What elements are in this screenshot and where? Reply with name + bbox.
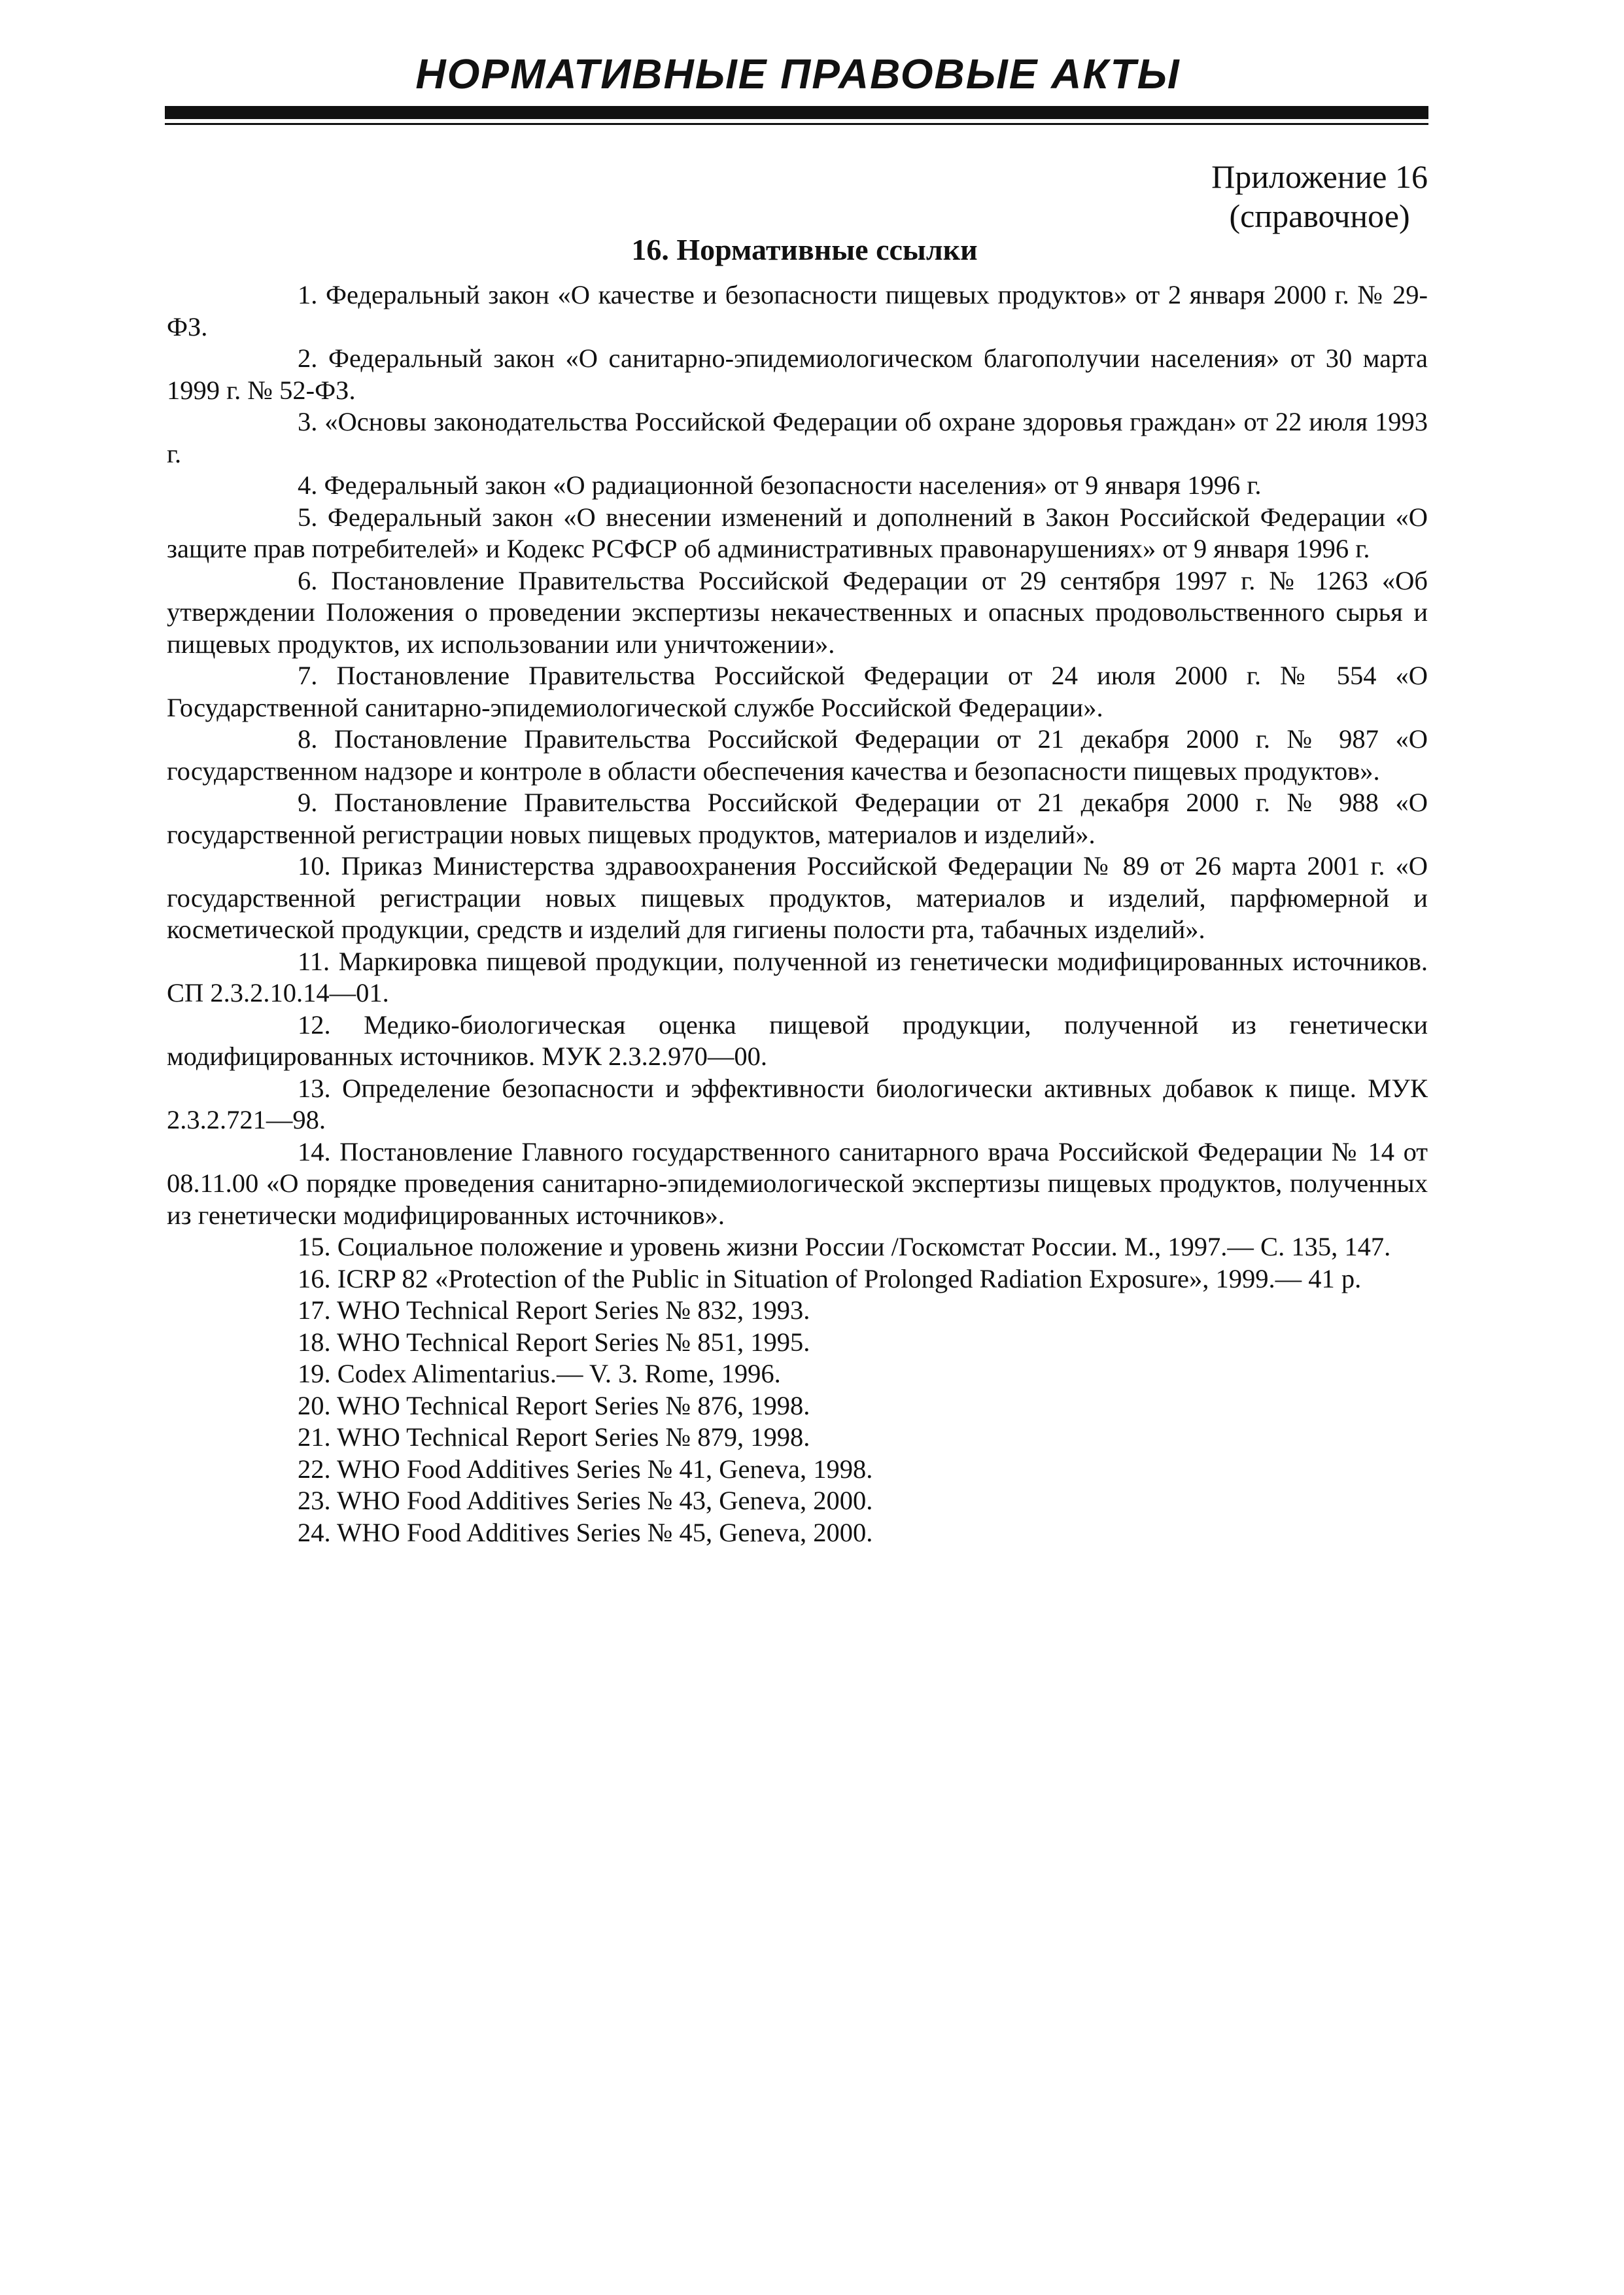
reference-item-2: 2. Федеральный закон «О санитарно-эпидемиологическом благополучии населения» от 30 марта 1999 г. № 52-ФЗ.: [167, 343, 1428, 405]
section-title: 16. Нормативные ссылки: [631, 233, 978, 266]
reference-item-20: 20. WHO Technical Report Series № 876, 1998.: [298, 1390, 810, 1420]
reference-item-16: 16. ICRP 82 «Protection of the Public in Situation of Prolonged Radiation Exposure», 1999.— 41 p.: [298, 1263, 1362, 1293]
reference-item-15: 15. Социальное положение и уровень жизни России /Госкомстат России. М., 1997.— С. 135, 147.: [298, 1232, 1391, 1261]
reference-item-10: 10. Приказ Министерства здравоохранения Российской Федерации № 89 от 26 марта 2001 г. «О государственной регистрации новых пищевых продуктов, материалов и изделий, парфюмерной и косметической продукции, средств и изделий для гигиены полости рта, табачных изделий».: [167, 851, 1428, 944]
reference-item-7: 7. Постановление Правительства Российской Федерации от 24 июля 2000 г. № 554 «О Государственной санитарно-эпидемиологической службе Российской Федерации».: [167, 661, 1428, 722]
reference-item-24: 24. WHO Food Additives Series № 45, Geneva, 2000.: [298, 1517, 873, 1547]
reference-item-12: 12. Медико-биологическая оценка пищевой продукции, полученной из генетически модифицированных источников. МУК 2.3.2.970—00.: [167, 1009, 1428, 1071]
reference-item-21: 21. WHO Technical Report Series № 879, 1998.: [298, 1422, 810, 1452]
header-rule-thin: [165, 123, 1428, 125]
reference-item-6: 6. Постановление Правительства Российской Федерации от 29 сентября 1997 г. № 1263 «Об утверждении Положения о проведении экспертизы некачественных и опасных продовольственного сырья и пищевых продуктов, их использовании или уничтожении».: [167, 565, 1428, 659]
reference-item-1: 1. Федеральный закон «О качестве и безопасности пищевых продуктов» от 2 января 2000 г. № 29-ФЗ.: [167, 280, 1428, 342]
reference-list: [167, 279, 1428, 1549]
header-rule-thick: [165, 106, 1428, 119]
reference-item-17: 17. WHO Technical Report Series № 832, 1993.: [298, 1295, 810, 1325]
reference-item-5: 5. Федеральный закон «О внесении изменений и дополнений в Закон Российской Федерации «О защите прав потребителей» и Кодекс РСФСР об административных правонарушениях» от 9 января 1996 г.: [167, 502, 1428, 563]
running-head-title: НОРМАТИВНЫЕ ПРАВОВЫЕ АКТЫ: [415, 50, 1181, 97]
reference-item-3: 3. «Основы законодательства Российской Федерации об охране здоровья граждан» от 22 июля 1993 г.: [167, 407, 1428, 468]
reference-item-4: 4. Федеральный закон «О радиационной безопасности населения» от 9 января 1996 г.: [298, 470, 1262, 500]
reference-item-18: 18. WHO Technical Report Series № 851, 1995.: [298, 1327, 810, 1357]
reference-item-22: 22. WHO Food Additives Series № 41, Geneva, 1998.: [298, 1454, 873, 1484]
reference-item-11: 11. Маркировка пищевой продукции, полученной из генетически модифицированных источников. СП 2.3.2.10.14—01.: [167, 946, 1428, 1007]
reference-item-8: 8. Постановление Правительства Российской Федерации от 21 декабря 2000 г. № 987 «О государственном надзоре и контроле в области обеспечения качества и безопасности пищевых продуктов».: [167, 724, 1428, 786]
appendix-note: (справочное): [1229, 198, 1410, 234]
appendix-label: [1211, 157, 1428, 236]
reference-item-19: 19. Codex Alimentarius.— V. 3. Rome, 1996.: [298, 1359, 781, 1388]
reference-item-14: 14. Постановление Главного государственного санитарного врача Российской Федерации № 14 от 08.11.00 «О порядке проведения санитарно-эпидемиологической экспертизы пищевых продуктов, полученных из генетически модифицированных источников».: [167, 1136, 1428, 1230]
reference-item-13: 13. Определение безопасности и эффективности биологически активных добавок к пище. МУК 2.3.2.721—98.: [167, 1073, 1428, 1134]
appendix-number: Приложение 16: [1211, 158, 1428, 195]
reference-item-23: 23. WHO Food Additives Series № 43, Geneva, 2000.: [298, 1486, 873, 1515]
reference-item-9: 9. Постановление Правительства Российской Федерации от 21 декабря 2000 г. № 988 «О государственной регистрации новых пищевых продуктов, материалов и изделий».: [167, 788, 1428, 849]
